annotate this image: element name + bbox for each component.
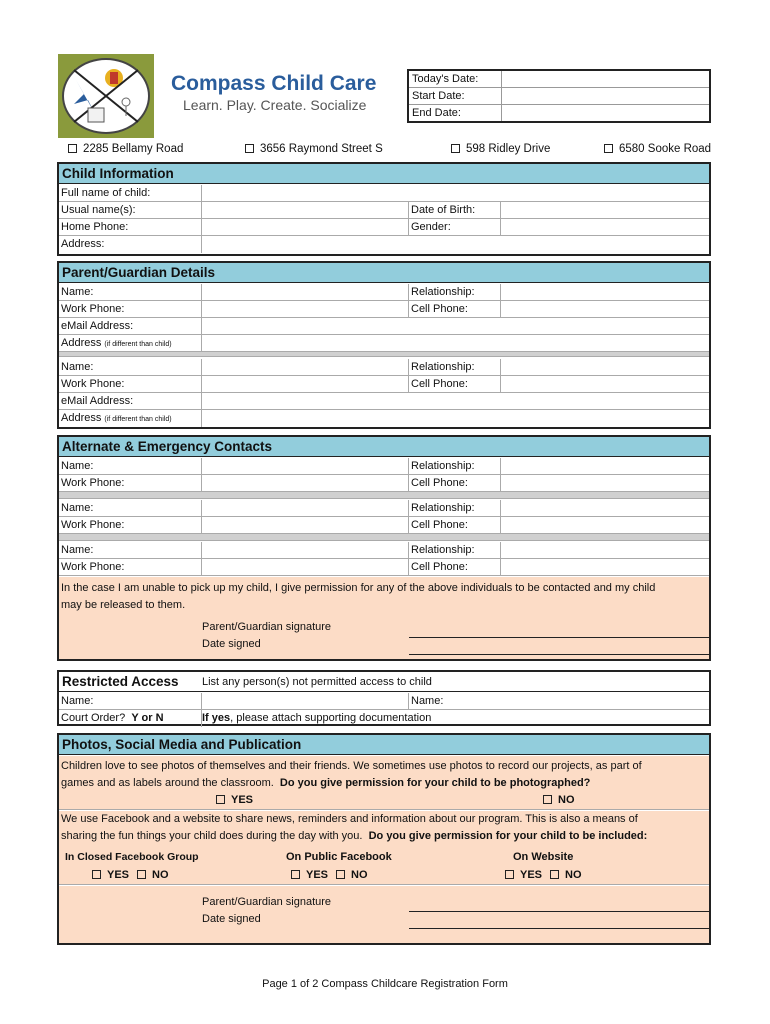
section-header (59, 735, 709, 755)
photo-permission-block (59, 756, 709, 810)
cell-phone-label: Cell Phone: (411, 378, 468, 390)
cell-phone-label: Cell Phone: (411, 519, 468, 531)
contact1-phone-row[interactable] (59, 475, 709, 492)
contact1-name-row[interactable] (59, 458, 709, 475)
compass-logo (62, 58, 150, 134)
todays-date-row (409, 71, 709, 88)
signature-line[interactable] (409, 911, 709, 912)
date-signed-label: Date signed (202, 638, 261, 650)
relationship-label: Relationship: (411, 544, 475, 556)
gender-label: Gender: (411, 221, 451, 233)
end-date-row (409, 105, 709, 122)
checkbox-icon[interactable] (92, 870, 101, 879)
todays-date-field[interactable] (501, 71, 709, 87)
home-phone-label: Home Phone: (61, 221, 129, 233)
address-label: Address (if different than child) (61, 337, 172, 349)
address-label: Address (if different than child) (61, 412, 172, 424)
cell-phone-label: Cell Phone: (411, 303, 468, 315)
address-label: Address: (61, 238, 105, 250)
signature-label: Parent/Guardian signature (202, 621, 332, 633)
social-text-line2: sharing the fun things your child does during the day with you. Do you give permission for your child to be included: (61, 830, 648, 842)
parent1-name-row[interactable] (59, 284, 709, 301)
parent-guardian-section (57, 261, 711, 429)
section-header (59, 437, 709, 457)
photo-signature-block (59, 886, 709, 943)
page-footer: Page 1 of 2 Compass Childcare Registration Form (262, 978, 508, 990)
row-separator (59, 534, 709, 541)
parent2-phone-row[interactable] (59, 376, 709, 393)
location-option-1[interactable] (68, 143, 183, 155)
name-label: Name: (61, 502, 94, 514)
social-text-line1: We use Facebook and a website to share news, reminders and information about our program. This is also a means of (61, 813, 638, 825)
permission-text-line1: In the case I am unable to pick up my child, I give permission for any of the above individuals to be contacted and my child (61, 582, 656, 594)
dob-label: Date of Birth: (411, 204, 476, 216)
name-label: Name: (61, 544, 94, 556)
court-order-row[interactable] (59, 710, 709, 727)
row-separator (59, 492, 709, 499)
checkbox-icon[interactable] (543, 795, 552, 804)
date-signed-label: Date signed (202, 913, 261, 925)
closed-group-no[interactable]: NO (137, 869, 169, 881)
section-header (59, 164, 709, 184)
website-label: On Website (513, 851, 574, 863)
restricted-subtitle: List any person(s) not permitted access to child (202, 676, 432, 688)
name-label: Name: (61, 460, 94, 472)
section-title: Child Information (62, 166, 174, 181)
parent1-address-row[interactable] (59, 335, 709, 352)
section-title: Photos, Social Media and Publication (62, 737, 302, 752)
start-date-label: Start Date: (412, 90, 465, 102)
checkbox-icon[interactable] (137, 870, 146, 879)
relationship-label: Relationship: (411, 286, 475, 298)
start-date-row (409, 88, 709, 105)
brand-name: Compass Child Care (171, 72, 377, 95)
usual-name-row[interactable] (59, 202, 709, 219)
row-separator (59, 352, 709, 357)
full-name-label: Full name of child: (61, 187, 151, 199)
email-label: eMail Address: (61, 395, 134, 407)
relationship-label: Relationship: (411, 361, 475, 373)
restricted-access-section (57, 670, 711, 726)
work-phone-label: Work Phone: (61, 477, 125, 489)
checkbox-icon[interactable] (604, 144, 613, 153)
checkbox-icon[interactable] (291, 870, 300, 879)
section-header (59, 672, 709, 692)
social-permission-block (59, 811, 709, 885)
checkbox-icon[interactable] (216, 795, 225, 804)
address-row[interactable] (59, 236, 709, 253)
usual-name-label: Usual name(s): (61, 204, 136, 216)
public-facebook-yes[interactable]: YES (291, 869, 328, 881)
checkbox-icon[interactable] (336, 870, 345, 879)
relationship-label: Relationship: (411, 502, 475, 514)
name-label: Name: (61, 695, 94, 707)
home-phone-row[interactable] (59, 219, 709, 236)
work-phone-label: Work Phone: (61, 561, 125, 573)
work-phone-label: Work Phone: (61, 303, 125, 315)
public-facebook-label: On Public Facebook (286, 851, 392, 863)
public-facebook-no[interactable]: NO (336, 869, 368, 881)
parent2-address-row[interactable] (59, 410, 709, 427)
location-option-4[interactable] (604, 143, 711, 155)
photo-yes-option[interactable]: YES (216, 794, 253, 806)
restricted-name-row[interactable] (59, 693, 709, 710)
section-title: Alternate & Emergency Contacts (62, 439, 273, 454)
closed-group-label: In Closed Facebook Group (65, 851, 199, 863)
name-label: Name: (61, 286, 94, 298)
date-line[interactable] (409, 654, 709, 655)
child-information-section (57, 162, 711, 256)
work-phone-label: Work Phone: (61, 519, 125, 531)
website-yes[interactable]: YES (505, 869, 542, 881)
photos-social-media-section (57, 733, 711, 945)
court-order-note: If yes, please attach supporting documentation (202, 712, 432, 724)
todays-date-label: Today's Date: (412, 73, 479, 85)
end-date-label: End Date: (412, 107, 461, 119)
photo-no-option[interactable]: NO (543, 794, 575, 806)
section-title: Parent/Guardian Details (62, 265, 216, 280)
email-label: eMail Address: (61, 320, 134, 332)
parent1-phone-row[interactable] (59, 301, 709, 318)
location-label: 3656 Raymond Street S (260, 143, 383, 155)
work-phone-label: Work Phone: (61, 378, 125, 390)
cell-phone-label: Cell Phone: (411, 561, 468, 573)
location-option-2[interactable] (245, 143, 383, 155)
name-label: Name: (411, 695, 444, 707)
location-option-3[interactable] (451, 143, 550, 155)
pickup-permission-area (59, 577, 709, 659)
parent1-email-row[interactable] (59, 318, 709, 335)
parent2-name-row[interactable] (59, 359, 709, 376)
contact2-name-row[interactable] (59, 500, 709, 517)
checkbox-icon[interactable] (550, 870, 559, 879)
compass-logo-icon (64, 60, 148, 132)
date-box (407, 69, 711, 123)
photo-text-line1: Children love to see photos of themselves and their friends. We sometimes use photos to record our projects, as part of (61, 760, 642, 772)
contact3-phone-row[interactable] (59, 559, 709, 576)
contact2-phone-row[interactable] (59, 517, 709, 534)
location-label: 598 Ridley Drive (466, 143, 551, 155)
emergency-contacts-section (57, 435, 711, 661)
section-header (59, 263, 709, 283)
parent2-email-row[interactable] (59, 393, 709, 410)
checkbox-icon[interactable] (68, 144, 77, 153)
name-label: Name: (61, 361, 94, 373)
permission-text-line2: may be released to them. (61, 599, 186, 611)
court-order-label: Court Order? Y or N (61, 712, 164, 724)
relationship-label: Relationship: (411, 460, 475, 472)
cell-phone-label: Cell Phone: (411, 477, 468, 489)
location-label: 6580 Sooke Road (619, 143, 712, 155)
closed-group-yes[interactable]: YES (92, 869, 129, 881)
photo-text-line2: games and as labels around the classroom. Do you give permission for your child to be photographed? (61, 777, 591, 789)
contact3-name-row[interactable] (59, 542, 709, 559)
signature-label: Parent/Guardian signature (202, 896, 332, 908)
date-line[interactable] (409, 928, 709, 929)
checkbox-icon[interactable] (245, 144, 254, 153)
full-name-row[interactable] (59, 185, 709, 202)
brand-tagline: Learn. Play. Create. Socialize (183, 97, 367, 113)
end-date-field[interactable] (501, 105, 709, 121)
start-date-field[interactable] (501, 88, 709, 104)
signature-line[interactable] (409, 637, 709, 638)
section-title: Restricted Access (62, 674, 179, 689)
checkbox-icon[interactable] (451, 144, 460, 153)
checkbox-icon[interactable] (505, 870, 514, 879)
website-no[interactable]: NO (550, 869, 582, 881)
location-label: 2285 Bellamy Road (83, 143, 184, 155)
